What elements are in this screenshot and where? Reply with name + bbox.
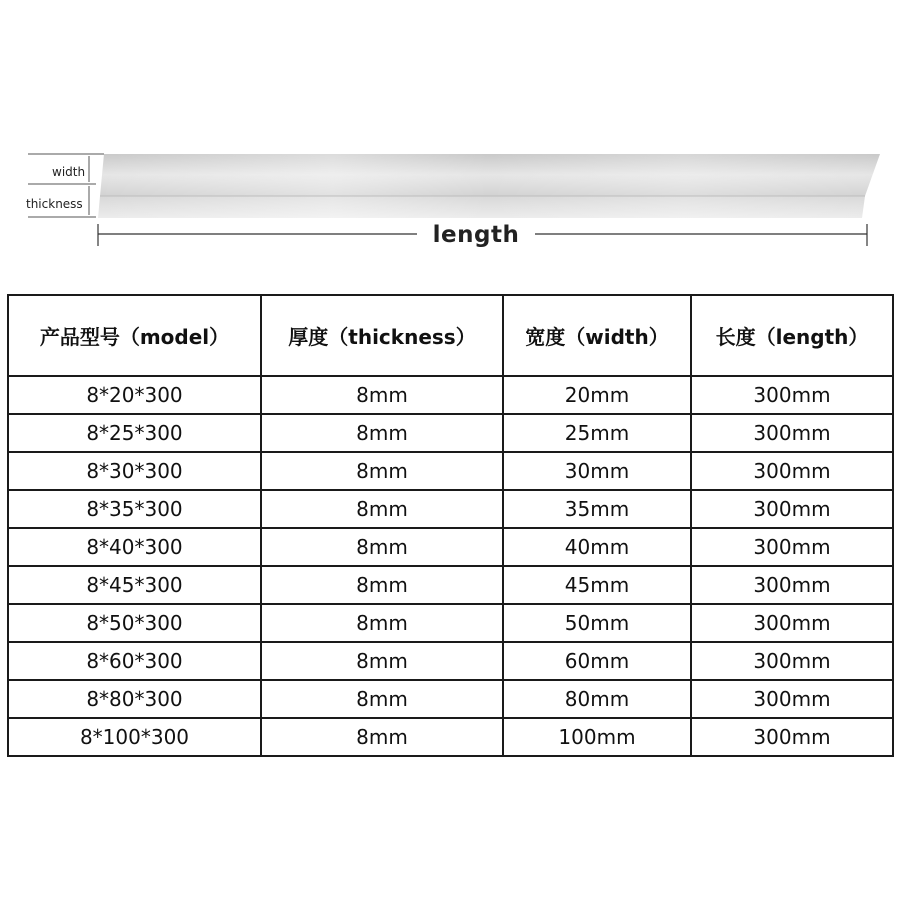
cell-thickness: 8mm (261, 414, 503, 452)
cell-width: 80mm (503, 680, 691, 718)
cell-thickness: 8mm (261, 642, 503, 680)
cell-length: 300mm (691, 642, 893, 680)
header-length: 长度（length） (691, 295, 893, 376)
cell-model: 8*30*300 (8, 452, 261, 490)
cell-length: 300mm (691, 680, 893, 718)
cell-thickness: 8mm (261, 490, 503, 528)
cell-width: 25mm (503, 414, 691, 452)
cell-model: 8*60*300 (8, 642, 261, 680)
cell-thickness: 8mm (261, 528, 503, 566)
table-header-row (8, 295, 893, 376)
cell-length: 300mm (691, 414, 893, 452)
table-row (8, 680, 893, 718)
cell-model: 8*25*300 (8, 414, 261, 452)
header-thickness: 厚度（thickness） (261, 295, 503, 376)
bar-dimension-diagram (0, 0, 900, 270)
cell-thickness: 8mm (261, 452, 503, 490)
cell-length: 300mm (691, 604, 893, 642)
table-row (8, 414, 893, 452)
table-row (8, 718, 893, 756)
cell-model: 8*40*300 (8, 528, 261, 566)
header-width: 宽度（width） (503, 295, 691, 376)
cell-model: 8*20*300 (8, 376, 261, 414)
cell-length: 300mm (691, 490, 893, 528)
cell-length: 300mm (691, 528, 893, 566)
cell-thickness: 8mm (261, 680, 503, 718)
cell-width: 35mm (503, 490, 691, 528)
cell-width: 60mm (503, 642, 691, 680)
cell-thickness: 8mm (261, 376, 503, 414)
table-row (8, 566, 893, 604)
table-row (8, 528, 893, 566)
table-row (8, 452, 893, 490)
cell-width: 50mm (503, 604, 691, 642)
table-row (8, 604, 893, 642)
cell-width: 40mm (503, 528, 691, 566)
cell-length: 300mm (691, 452, 893, 490)
length-label-wrap (0, 222, 900, 248)
table-row (8, 642, 893, 680)
cell-model: 8*80*300 (8, 680, 261, 718)
cell-thickness: 8mm (261, 718, 503, 756)
cell-model: 8*45*300 (8, 566, 261, 604)
spec-table (7, 294, 894, 757)
cell-model: 8*100*300 (8, 718, 261, 756)
header-model: 产品型号（model） (8, 295, 261, 376)
cell-width: 100mm (503, 718, 691, 756)
width-label: width (52, 165, 86, 179)
cell-length: 300mm (691, 718, 893, 756)
cell-width: 45mm (503, 566, 691, 604)
table-row (8, 376, 893, 414)
cell-thickness: 8mm (261, 604, 503, 642)
cell-length: 300mm (691, 376, 893, 414)
cell-model: 8*35*300 (8, 490, 261, 528)
thickness-label: thickness (26, 197, 83, 211)
table-row (8, 490, 893, 528)
cell-width: 20mm (503, 376, 691, 414)
cell-model: 8*50*300 (8, 604, 261, 642)
cell-width: 30mm (503, 452, 691, 490)
length-label: length (417, 222, 536, 248)
cell-thickness: 8mm (261, 566, 503, 604)
cell-length: 300mm (691, 566, 893, 604)
